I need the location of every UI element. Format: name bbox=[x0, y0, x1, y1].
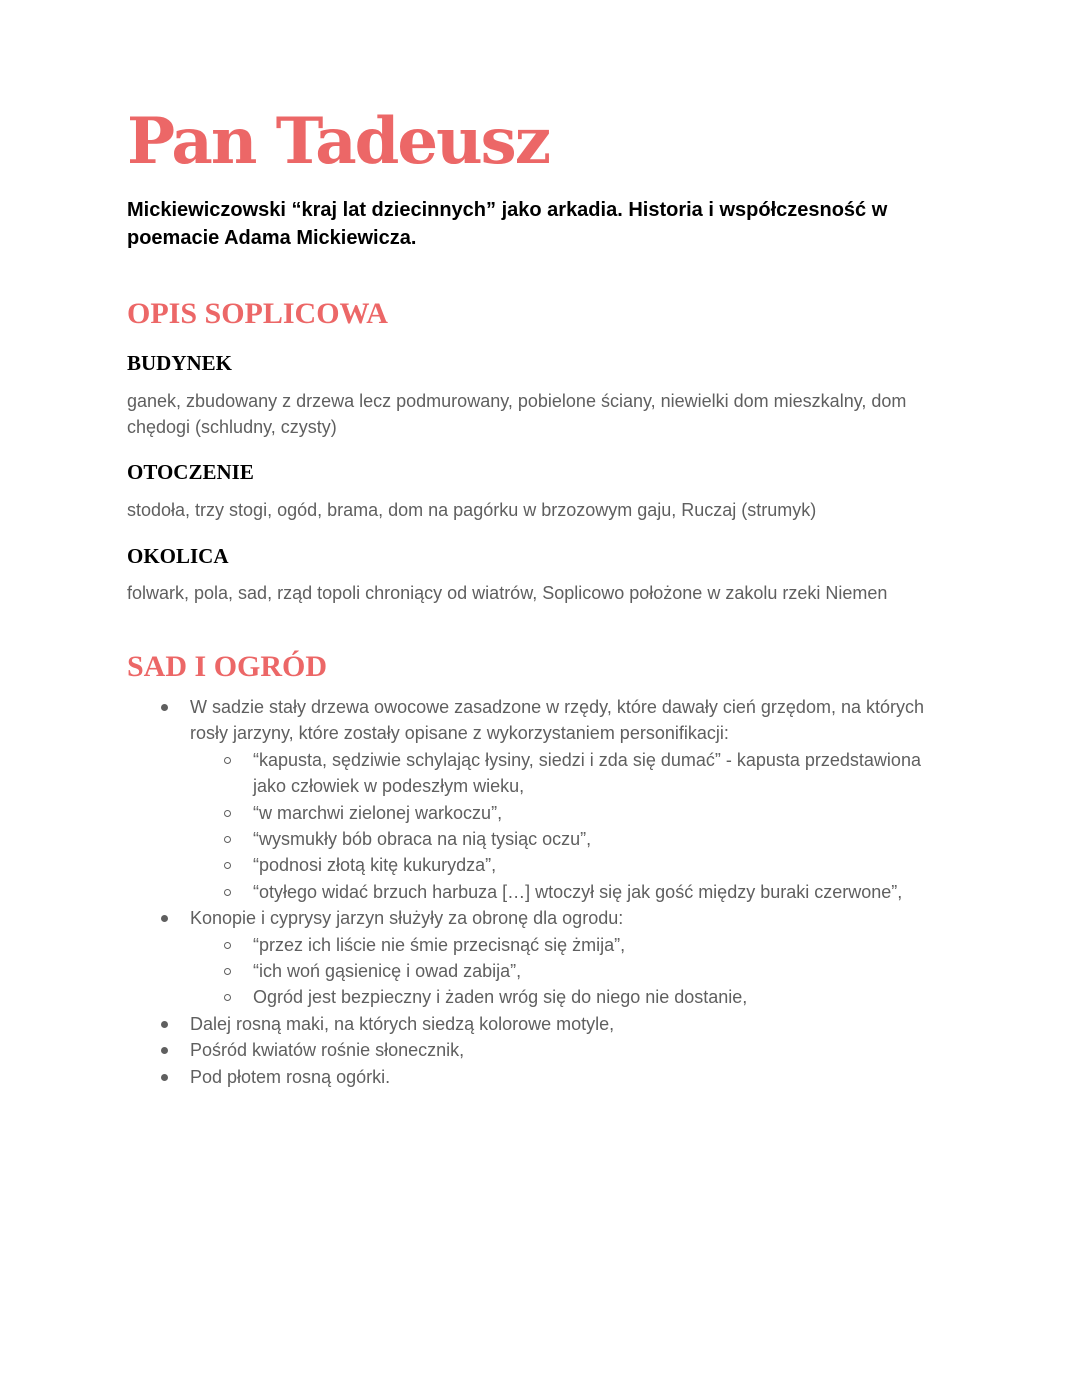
bullet-dot-icon bbox=[161, 915, 168, 922]
sad-i-ogrod-list bbox=[127, 694, 957, 1090]
bullet-circle-icon bbox=[224, 942, 231, 949]
bullet-circle-icon bbox=[224, 810, 231, 817]
list-item bbox=[127, 1037, 957, 1063]
list-subitem bbox=[127, 958, 957, 984]
list-subitem bbox=[127, 800, 957, 826]
list-item-text: Dalej rosną maki, na których siedzą kolorowe motyle, bbox=[190, 1013, 615, 1034]
document-subtitle: Mickiewiczowski “kraj lat dziecinnych” jako arkadia. Historia i współczesność w poemacie Adama Mickiewicza. bbox=[127, 199, 888, 249]
bullet-circle-icon bbox=[224, 968, 231, 975]
bullet-circle-icon bbox=[224, 889, 231, 896]
list-subitem-text: Ogród jest bezpieczny i żaden wróg się do niego nie dostanie, bbox=[253, 987, 748, 1008]
list-subitem bbox=[127, 852, 957, 878]
list-subitem bbox=[127, 932, 957, 958]
list-item-text: Pośród kwiatów rośnie słonecznik, bbox=[190, 1040, 465, 1061]
list-subitem bbox=[127, 826, 957, 852]
subsection-text-budynek: ganek, zbudowany z drzewa lecz podmurowany, pobielone ściany, niewielki dom mieszkalny, dom chędogi (schludny, czysty) bbox=[127, 391, 907, 438]
list-item-text: Konopie i cyprysy jarzyn służyły za obronę dla ogrodu: bbox=[190, 908, 624, 929]
bullet-dot-icon bbox=[161, 1021, 168, 1028]
bullet-dot-icon bbox=[161, 1047, 168, 1054]
bullet-circle-icon bbox=[224, 836, 231, 843]
list-subitem-text: “ich woń gąsienicę i owad zabija”, bbox=[253, 961, 522, 982]
list-subitem bbox=[127, 984, 957, 1010]
list-item-text: Pod płotem rosną ogórki. bbox=[190, 1066, 391, 1087]
bullet-dot-icon bbox=[161, 1074, 168, 1081]
subsection-text-otoczenie: stodoła, trzy stogi, ogód, brama, dom na pagórku w brzozowym gaju, Ruczaj (strumyk) bbox=[127, 500, 817, 520]
bullet-circle-icon bbox=[224, 994, 231, 1001]
section-heading-opis-soplicowa: OPIS SOPLICOWA bbox=[127, 297, 388, 330]
list-subitem bbox=[127, 879, 957, 905]
section-heading-sad-i-ogrod: SAD I OGRÓD bbox=[127, 650, 328, 683]
subsection-text-okolica: folwark, pola, sad, rząd topoli chroniący od wiatrów, Soplicowo położone w zakolu rzeki Niemen bbox=[127, 583, 888, 603]
bullet-circle-icon bbox=[224, 862, 231, 869]
list-item-text: W sadzie stały drzewa owocowe zasadzone w rzędy, które dawały cień grzędom, na których rosły jarzyny, które zostały opisane z wykorzystaniem personifikacji: bbox=[190, 697, 924, 744]
list-item bbox=[127, 905, 957, 931]
list-item bbox=[127, 694, 957, 747]
bullet-dot-icon bbox=[161, 704, 168, 711]
subsection-heading-budynek: BUDYNEK bbox=[127, 351, 233, 375]
list-subitem-text: “otyłego widać brzuch harbuza […] wtoczył się jak gość między buraki czerwone”, bbox=[253, 881, 903, 902]
bullet-circle-icon bbox=[224, 757, 231, 764]
list-subitem-text: “wysmukły bób obraca na nią tysiąc oczu”, bbox=[253, 829, 592, 850]
subsection-heading-okolica: OKOLICA bbox=[127, 544, 229, 568]
list-subitem-text: “przez ich liście nie śmie przecisnąć się żmija”, bbox=[253, 934, 626, 955]
list-item bbox=[127, 1011, 957, 1037]
subsection-heading-otoczenie: OTOCZENIE bbox=[127, 460, 254, 484]
list-subitem-text: “kapusta, sędziwie schylając łysiny, siedzi i zda się dumać” - kapusta przedstawiona jako człowiek w podeszłym wieku, bbox=[253, 749, 921, 797]
list-subitem bbox=[127, 747, 957, 800]
list-subitem-text: “w marchwi zielonej warkoczu”, bbox=[253, 802, 503, 823]
document-title: Pan Tadeusz bbox=[127, 104, 550, 179]
list-subitem-text: “podnosi złotą kitę kukurydza”, bbox=[253, 855, 497, 876]
list-item bbox=[127, 1064, 957, 1090]
